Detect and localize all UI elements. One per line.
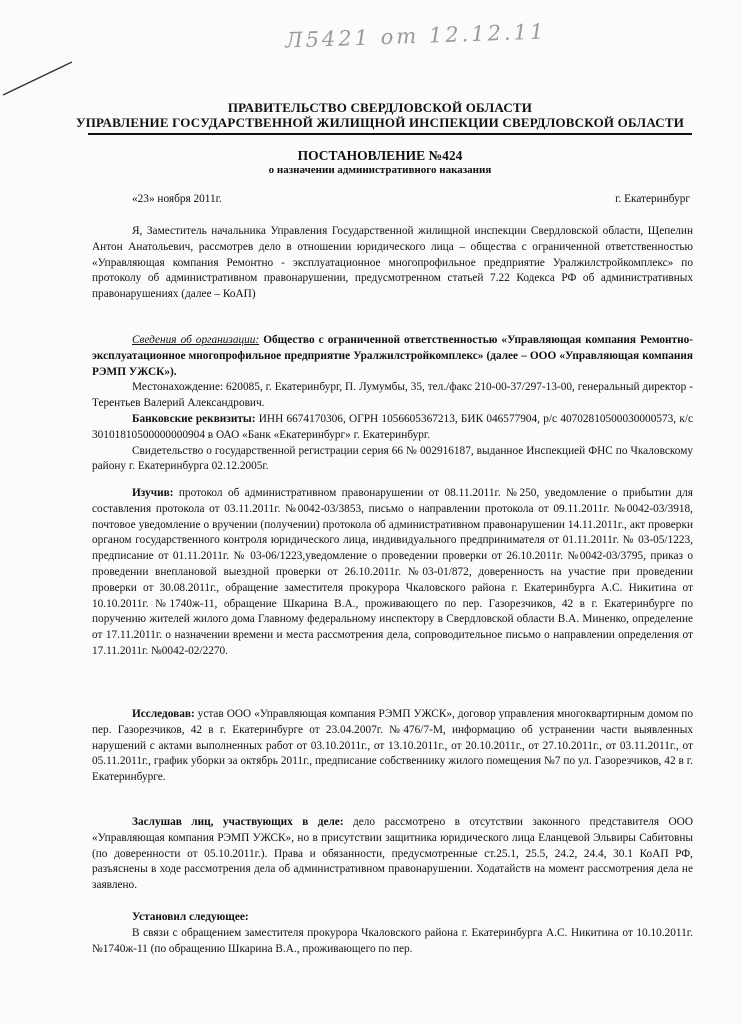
header-divider	[88, 133, 692, 135]
intro-paragraph	[92, 224, 693, 303]
scan-mark-line	[0, 0, 110, 110]
resolution-title: ПОСТАНОВЛЕНИЕ №424	[297, 148, 463, 163]
bank-paragraph	[92, 412, 693, 444]
bank-label: Банковские реквизиты:	[132, 412, 256, 425]
bank-text: ИНН 6674170306, ОГРН 1056605367213, БИК 046577904, р/с 40702810500030000573, к/с 30101810500000000904 в ОАО «Банк «Екатеринбург» г. Екатеринбург.	[92, 412, 693, 441]
resolution-city: г. Екатеринбург	[615, 193, 690, 205]
header-inspection: УПРАВЛЕНИЕ ГОСУДАРСТВЕННОЙ ЖИЛИЩНОЙ ИНСПЕКЦИИ СВЕРДЛОВСКОЙ ОБЛАСТИ	[75, 115, 685, 130]
investigated-block	[92, 707, 693, 786]
investigated-label: Исследовав:	[132, 708, 195, 720]
handwritten-registration-note: Л5421 от 12.12.11	[284, 19, 547, 53]
heard-block	[92, 815, 693, 894]
organization-text: Общество с ограниченной ответственностью «Управляющая компания Ремонтно-эксплуатационное многопрофильное предприятие Уралжилстройкомплекс» (далее – ООО «Управляющая компания РЭМП УЖСК»).	[92, 334, 694, 378]
intro-text: Я, Заместитель начальника Управления Государственной жилищной инспекции Свердловской области, Щепелин Антон Анатольевич, рассмотрев дело в отношении юридического лица – общества с ограниченной ответственностью «Управляющая компания Ремонтно - эксплуатационное многопрофильное предприятие Уралжилстройкомплекс» по протоколу об административном правонарушении, предусмотренном статьей 7.22 Кодекса РФ об административных правонарушениях (далее – КоАП)	[92, 225, 693, 301]
heard-text: дело рассмотрено в отсутствии законного представителя ООО «Управляющая компания РЭМП УЖСК», но в присутствии защитника юридического лица Еланцевой Эльвиры Сабитовны (по доверенности от 05.10.2011г.). Права и обязанности, предусмотренные ст.25.1, 25.5, 24.2, 24.4, 30.1 КоАП РФ, разъяснены в ходе рассмотрения дела об административном правонарушении. Ходатайств на момент рассмотрения дела не заявлено.	[92, 816, 694, 892]
established-block	[92, 910, 693, 957]
studied-block	[92, 486, 693, 660]
organization-paragraph	[92, 333, 693, 380]
established-label: Установил следующее:	[132, 911, 249, 923]
organization-block	[92, 333, 693, 475]
certificate-text: Свидетельство о государственной регистрации серия 66 № 002916187, выданное Инспекцией ФНС по Чкаловскому району г. Екатеринбурга 02.12.2005г.	[92, 444, 693, 473]
investigated-text: устав ООО «Управляющая компания РЭМП УЖСК», договор управления многоквартирным домом по пер. Газорезчиков, 42 в г. Екатеринбурге от 23.04.2007г. №476/7-М, информацию об устранении части выявленных нарушений с актами выполненных работ от 03.10.2011г., от 13.10.2011г., от 20.10.2011г., от 27.10.2011г., от 03.11.2011г., от 05.11.2011г., график уборки за октябрь 2011г., предписание собственнику жилого помещения №7 по ул. Газорезчиков, 42 в г. Екатеринбурге.	[92, 708, 694, 784]
resolution-subtitle: о назначении административного наказания	[268, 164, 492, 176]
header-government: ПРАВИТЕЛЬСТВО СВЕРДЛОВСКОЙ ОБЛАСТИ	[227, 100, 533, 115]
organization-label: Сведения об организации:	[132, 334, 260, 346]
location-text: Местонахождение: 620085, г. Екатеринбург, П. Лумумбы, 35, тел./факс 210-00-37/297-13-00, генеральный директор - Терентьев Валерий Александрович.	[92, 381, 693, 410]
heard-paragraph	[92, 815, 693, 894]
resolution-date: «23» ноября 2011г.	[132, 193, 222, 205]
studied-text: протокол об административном правонарушении от 08.11.2011г. №250, уведомление о прибытии для составления протокола от 03.11.2011г. №0042-03/3853, письмо о направлении протокола от 09.11.2011г. №0042-03/3918, почтовое уведомление о вручении (получении) протокола об административном правонарушении 14.11.2011г., акт проверки органом государственного контроля юридического лица, индивидуального предпринимателя от 01.11.2011г. № 03-05/1223, предписание от 01.11.2011г. № 03-06/1223,уведомление о проведении проверки от 26.10.2011г. №0042-03/3795, приказ о проведении внеплановой выездной проверки от 26.10.2011г. №03-01/872, доверенность на участие при проведении проверки от 30.08.2011г., обращение заместителя прокурора Чкаловского района г. Екатеринбурга А.С. Никитина от 10.10.2011г. №1740ж-11, обращение Шкарина В.А., проживающего по пер. Газорезчиков, 42 в г. Екатеринбурге по поручению жителей жилого дома Главному федеральному инспектору в Свердловской области В.А. Миненко, определение от 17.11.2011г. о назначении времени и места рассмотрения дела, сопроводительное письмо о направлении определения от 17.11.2011г. №0042-02/2270.	[92, 487, 694, 657]
studied-paragraph	[92, 486, 693, 660]
heard-label: Заслушав лиц, участвующих в деле:	[132, 816, 344, 828]
studied-label: Изучив:	[132, 487, 174, 499]
investigated-paragraph	[92, 707, 693, 786]
established-text: В связи с обращением заместителя прокурора Чкаловского района г. Екатеринбурга А.С. Никитина от 10.10.2011г. №1740ж-11 (по обращению Шкарина В.А., проживающего по пер.	[92, 926, 693, 955]
